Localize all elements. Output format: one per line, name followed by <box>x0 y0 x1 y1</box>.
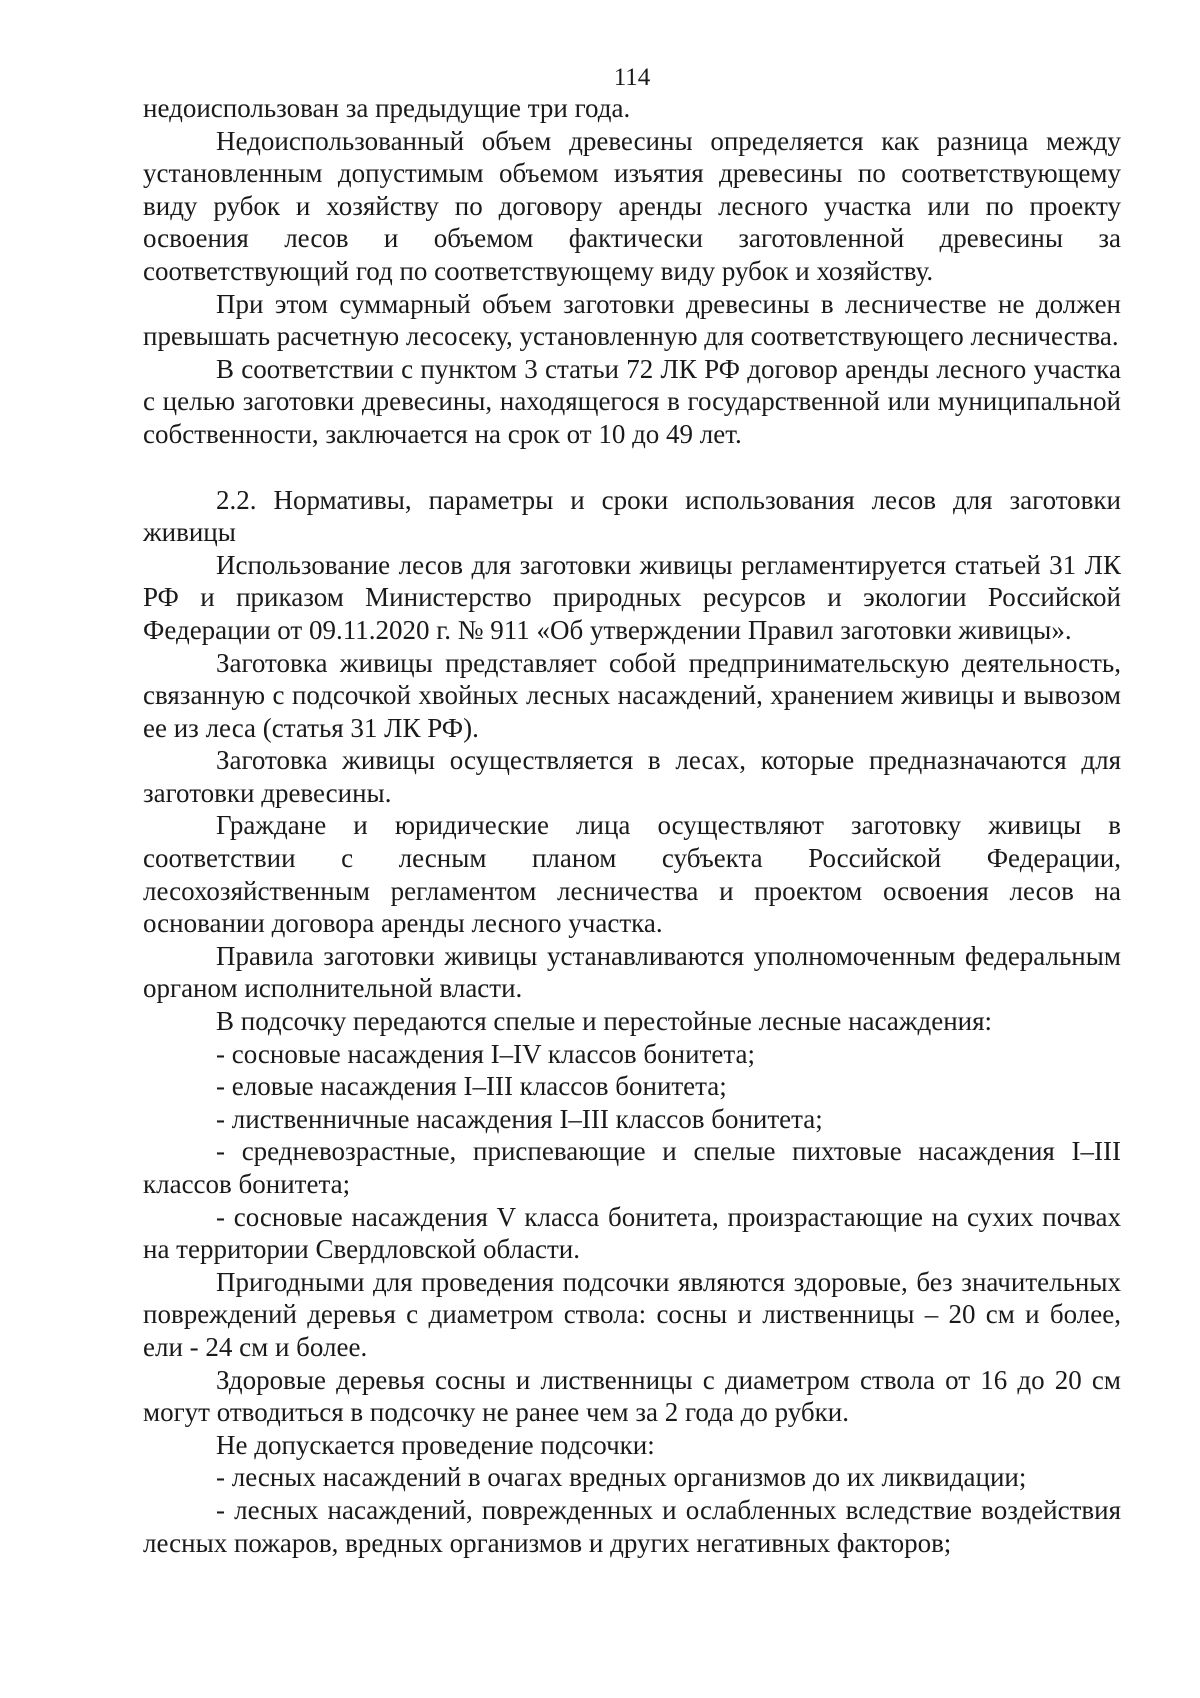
paragraph: При этом суммарный объем заготовки древесины в лесничестве не должен превышать расчетную лесосеку, установленную для соответствующего лесничества. <box>143 288 1121 352</box>
paragraph: Пригодными для проведения подсочки являются здоровые, без значительных повреждений деревья с диаметром ствола: сосны и лиственницы – 20 см и более, ели - 24 см и более. <box>143 1266 1121 1362</box>
paragraph: Использование лесов для заготовки живицы регламентируется статьей 31 ЛК РФ и приказом Министерство природных ресурсов и экологии Российской Федерации от 09.11.2020 г. № 911 «Об утверждении Правил заготовки живицы». <box>143 549 1121 645</box>
paragraph: Правила заготовки живицы устанавливаются уполномоченным федеральным органом исполнительной власти. <box>143 940 1121 1004</box>
paragraph: В соответствии с пунктом 3 статьи 72 ЛК РФ договор аренды лесного участка с целью заготовки древесины, находящегося в государственной или муниципальной собственности, заключается на срок от 10 до 49 лет. <box>143 353 1121 449</box>
intro-paragraphs <box>143 92 1121 451</box>
section-paragraphs <box>143 549 1121 1559</box>
list-item: - лиственничные насаждения I–III классов бонитета; <box>216 1103 823 1134</box>
paragraph: недоиспользован за предыдущие три года. <box>143 93 631 123</box>
paragraph: В подсочку передаются спелые и перестойные лесные насаждения: <box>216 1006 993 1037</box>
list-item: - еловые насаждения I–III классов бонитета; <box>216 1071 727 1102</box>
list-item: - средневозрастные, приспевающие и спелые пихтовые насаждения I–III классов бонитета; <box>143 1136 1121 1199</box>
section-gap <box>143 451 1121 484</box>
page-number: 114 <box>613 64 651 91</box>
list-item: - лесных насаждений в очагах вредных организмов до их ликвидации; <box>216 1462 1027 1493</box>
document-page <box>143 62 1121 1559</box>
paragraph: Заготовка живицы осуществляется в лесах, которые предназначаются для заготовки древесины. <box>143 745 1121 808</box>
list-item: - лесных насаждений, поврежденных и ослабленных вследствие воздействия лесных пожаров, вредных организмов и других негативных факторов; <box>143 1494 1121 1558</box>
paragraph: Заготовка живицы представляет собой предпринимательскую деятельность, связанную с подсочкой хвойных лесных насаждений, хранением живицы и вывозом ее из леса (статья 31 ЛК РФ). <box>143 647 1121 743</box>
section-heading: 2.2. Нормативы, параметры и сроки использования лесов для заготовки живицы <box>143 484 1121 548</box>
list-item: - сосновые насаждения V класса бонитета, произрастающие на сухих почвах на территории Свердловской области. <box>143 1201 1121 1265</box>
paragraph: Недоиспользованный объем древесины определяется как разница между установленным допустимым объемом изъятия древесины по соответствующему виду рубок и хозяйству по договору аренды лесного участка или по проекту освоения лесов и объемом фактически заготовленной древесины за соответствующий год по соответствующему виду рубок и хозяйству. <box>143 125 1121 286</box>
paragraph: Граждане и юридические лица осуществляют заготовку живицы в соответствии с лесным планом субъекта Российской Федерации, лесохозяйственным регламентом лесничества и проектом освоения лесов на основании договора аренды лесного участка. <box>143 810 1121 939</box>
paragraph: Не допускается проведение подсочки: <box>216 1429 655 1460</box>
paragraph: Здоровые деревья сосны и лиственницы с диаметром ствола от 16 до 20 см могут отводиться в подсочку не ранее чем за 2 года до рубки. <box>143 1364 1121 1428</box>
list-item: - сосновые насаждения I–IV классов бонитета; <box>216 1038 755 1069</box>
